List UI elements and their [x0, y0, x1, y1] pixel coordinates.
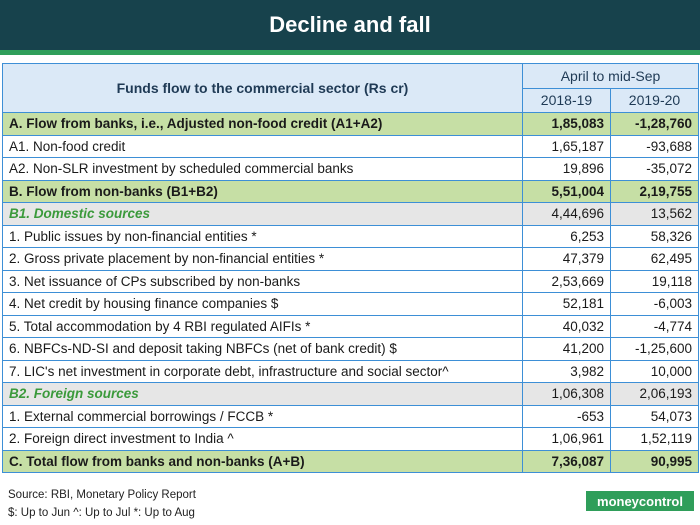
- value-2019-20: 62,495: [611, 248, 699, 271]
- table-row: [3, 135, 699, 158]
- value-2019-20: 2,19,755: [611, 180, 699, 203]
- value-2018-19: 7,36,087: [523, 450, 611, 473]
- table-row: [3, 113, 699, 136]
- row-label: 3. Net issuance of CPs subscribed by non-banks: [3, 270, 523, 293]
- value-2018-19: 1,85,083: [523, 113, 611, 136]
- row-label: 4. Net credit by housing finance companies $: [3, 293, 523, 316]
- value-2019-20: 19,118: [611, 270, 699, 293]
- value-2018-19: 41,200: [523, 338, 611, 361]
- row-label: 5. Total accommodation by 4 RBI regulated AIFIs *: [3, 315, 523, 338]
- value-2019-20: -1,25,600: [611, 338, 699, 361]
- table-body: [3, 113, 699, 473]
- title-accent-bar: [0, 50, 700, 55]
- value-2019-20: 54,073: [611, 405, 699, 428]
- logo-text: moneycontrol: [597, 493, 683, 509]
- year-header-2018-19: 2018-19: [523, 89, 611, 113]
- row-label: C. Total flow from banks and non-banks (A+B): [3, 450, 523, 473]
- value-2018-19: -653: [523, 405, 611, 428]
- row-label: 2. Gross private placement by non-financial entities *: [3, 248, 523, 271]
- table-row: [3, 180, 699, 203]
- row-label: 7. LIC's net investment in corporate debt, infrastructure and social sector^: [3, 360, 523, 383]
- row-label: B2. Foreign sources: [3, 383, 523, 406]
- table-row: [3, 405, 699, 428]
- value-2019-20: 13,562: [611, 203, 699, 226]
- table-row: [3, 450, 699, 473]
- table-row: [3, 428, 699, 451]
- funds-flow-table: [2, 63, 699, 473]
- value-2019-20: 2,06,193: [611, 383, 699, 406]
- row-label: B. Flow from non-banks (B1+B2): [3, 180, 523, 203]
- value-2019-20: -1,28,760: [611, 113, 699, 136]
- period-header: April to mid-Sep: [523, 64, 699, 89]
- table-row: [3, 270, 699, 293]
- table-row: [3, 293, 699, 316]
- row-label: B1. Domestic sources: [3, 203, 523, 226]
- value-2019-20: 90,995: [611, 450, 699, 473]
- page-title-text: Decline and fall: [269, 12, 431, 37]
- value-2018-19: 19,896: [523, 158, 611, 181]
- value-2019-20: -93,688: [611, 135, 699, 158]
- table-row: [3, 225, 699, 248]
- source-note: Source: RBI, Monetary Policy Report: [8, 489, 196, 501]
- value-2018-19: 4,44,696: [523, 203, 611, 226]
- table-row: [3, 315, 699, 338]
- value-2018-19: 5,51,004: [523, 180, 611, 203]
- row-label: 1. Public issues by non-financial entities *: [3, 225, 523, 248]
- table-row: [3, 360, 699, 383]
- row-label: A2. Non-SLR investment by scheduled commercial banks: [3, 158, 523, 181]
- page-title: [0, 0, 700, 50]
- row-label: 2. Foreign direct investment to India ^: [3, 428, 523, 451]
- table-row: [3, 338, 699, 361]
- value-2019-20: -4,774: [611, 315, 699, 338]
- value-2018-19: 6,253: [523, 225, 611, 248]
- row-label: 1. External commercial borrowings / FCCB *: [3, 405, 523, 428]
- row-label: A. Flow from banks, i.e., Adjusted non-food credit (A1+A2): [3, 113, 523, 136]
- year-header-2019-20: 2019-20: [611, 89, 699, 113]
- value-2019-20: 58,326: [611, 225, 699, 248]
- value-2018-19: 47,379: [523, 248, 611, 271]
- value-2018-19: 1,06,961: [523, 428, 611, 451]
- value-2018-19: 52,181: [523, 293, 611, 316]
- table-row: [3, 203, 699, 226]
- value-2018-19: 1,06,308: [523, 383, 611, 406]
- value-2019-20: 10,000: [611, 360, 699, 383]
- moneycontrol-logo: [586, 491, 694, 511]
- value-2019-20: -6,003: [611, 293, 699, 316]
- value-2018-19: 1,65,187: [523, 135, 611, 158]
- value-2019-20: -35,072: [611, 158, 699, 181]
- value-2019-20: 1,52,119: [611, 428, 699, 451]
- table-header-label: Funds flow to the commercial sector (Rs cr): [3, 64, 523, 113]
- period-notes: $: Up to Jun ^: Up to Jul *: Up to Aug: [8, 507, 195, 519]
- row-label: 6. NBFCs-ND-SI and deposit taking NBFCs (net of bank credit) $: [3, 338, 523, 361]
- footer: [8, 486, 196, 522]
- value-2018-19: 3,982: [523, 360, 611, 383]
- value-2018-19: 2,53,669: [523, 270, 611, 293]
- table-row: [3, 158, 699, 181]
- row-label: A1. Non-food credit: [3, 135, 523, 158]
- table-row: [3, 248, 699, 271]
- table-row: [3, 383, 699, 406]
- value-2018-19: 40,032: [523, 315, 611, 338]
